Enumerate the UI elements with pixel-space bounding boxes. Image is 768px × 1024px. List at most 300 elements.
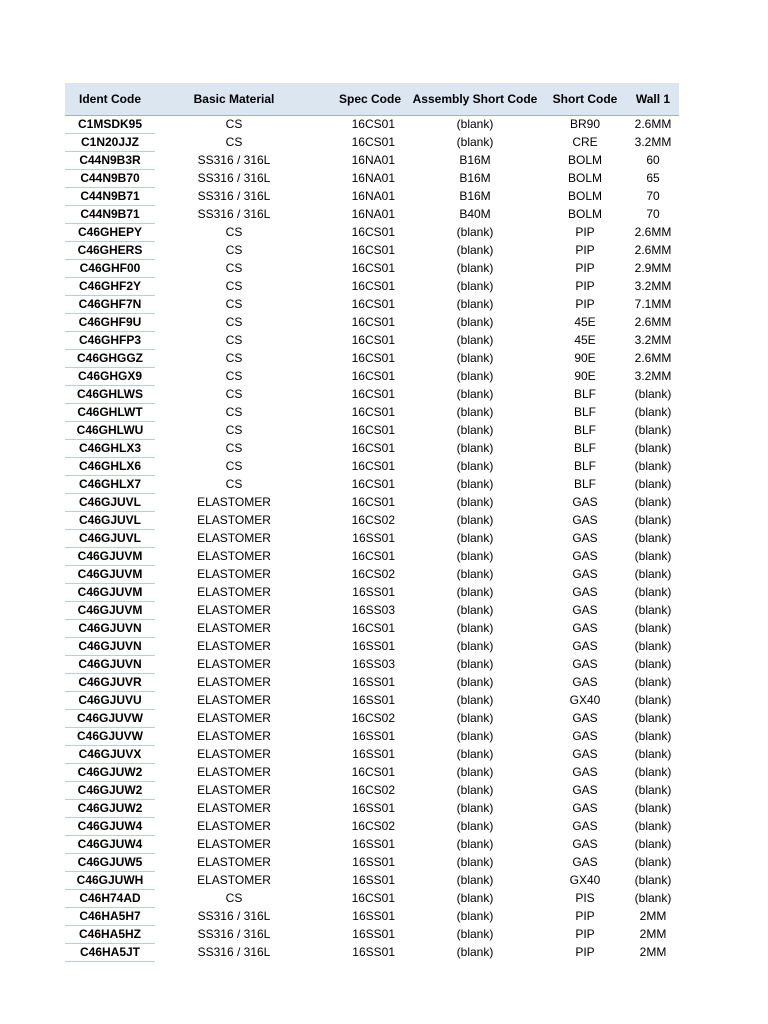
wall-1-cell[interactable]: (blank) <box>634 746 672 761</box>
wall-1-cell[interactable]: (blank) <box>634 548 672 563</box>
spec-code-cell[interactable]: 16NA01 <box>351 206 395 221</box>
short-code-cell[interactable]: GAS <box>572 566 598 581</box>
ident-code-cell[interactable]: C46GJUVU <box>65 691 155 709</box>
spec-code-cell[interactable]: 16CS01 <box>351 278 395 293</box>
assembly-short-code-cell[interactable]: (blank) <box>456 296 494 311</box>
ident-code-cell[interactable]: C46GHGX9 <box>65 367 155 385</box>
wall-1-cell[interactable]: (blank) <box>634 890 672 905</box>
wall-1-cell[interactable]: (blank) <box>634 584 672 599</box>
column-header-wall-1[interactable]: Wall 1 <box>627 83 679 115</box>
basic-material-cell[interactable]: ELASTOMER <box>197 602 271 617</box>
wall-1-cell[interactable]: (blank) <box>634 512 672 527</box>
short-code-cell[interactable]: GAS <box>572 530 598 545</box>
basic-material-cell[interactable]: CS <box>225 890 243 905</box>
short-code-cell[interactable]: PIP <box>575 944 595 959</box>
ident-code-cell[interactable]: C46GHLWU <box>65 421 155 439</box>
ident-code-cell[interactable]: C46HA5H7 <box>65 907 155 925</box>
wall-1-cell[interactable]: (blank) <box>634 818 672 833</box>
spec-code-cell[interactable]: 16SS01 <box>352 692 395 707</box>
spec-code-cell[interactable]: 16SS01 <box>352 836 395 851</box>
spec-code-cell[interactable]: 16NA01 <box>351 188 395 203</box>
spec-code-cell[interactable]: 16CS01 <box>351 620 395 635</box>
short-code-cell[interactable]: PIP <box>575 224 595 239</box>
assembly-short-code-cell[interactable]: (blank) <box>456 926 494 941</box>
basic-material-cell[interactable]: SS316 / 316L <box>197 152 271 167</box>
ident-code-cell[interactable]: C46GJUVM <box>65 583 155 601</box>
assembly-short-code-cell[interactable]: (blank) <box>456 224 494 239</box>
wall-1-cell[interactable]: (blank) <box>634 620 672 635</box>
short-code-cell[interactable]: PIS <box>575 890 595 905</box>
table-row <box>65 673 679 691</box>
assembly-short-code-cell[interactable]: (blank) <box>456 944 494 959</box>
assembly-short-code-cell[interactable]: (blank) <box>456 782 494 797</box>
spec-code-cell[interactable]: 16CS01 <box>351 548 395 563</box>
ident-code-cell[interactable]: C46GJUVW <box>65 709 155 727</box>
assembly-short-code-cell[interactable]: (blank) <box>456 890 494 905</box>
column-header-spec-code[interactable]: Spec Code <box>313 83 407 115</box>
basic-material-cell[interactable]: ELASTOMER <box>197 836 271 851</box>
column-header-ident-code[interactable]: Ident Code <box>65 83 155 115</box>
spec-code-cell[interactable]: 16CS02 <box>351 566 395 581</box>
basic-material-cell[interactable]: ELASTOMER <box>197 872 271 887</box>
spec-code-cell[interactable]: 16SS01 <box>352 638 395 653</box>
short-code-cell[interactable]: GAS <box>572 656 598 671</box>
assembly-short-code-cell[interactable]: (blank) <box>456 314 494 329</box>
spec-code-cell[interactable]: 16CS01 <box>351 422 395 437</box>
basic-material-cell[interactable]: ELASTOMER <box>197 710 271 725</box>
short-code-cell[interactable]: PIP <box>575 260 595 275</box>
basic-material-cell[interactable]: CS <box>225 116 243 131</box>
short-code-cell[interactable]: CRE <box>572 134 598 149</box>
wall-1-cell[interactable]: 3.2MM <box>634 368 672 383</box>
wall-1-cell[interactable]: (blank) <box>634 422 672 437</box>
wall-1-cell[interactable]: (blank) <box>634 602 672 617</box>
assembly-short-code-cell[interactable]: (blank) <box>456 872 494 887</box>
wall-1-cell[interactable]: (blank) <box>634 800 672 815</box>
basic-material-cell[interactable]: CS <box>225 368 243 383</box>
assembly-short-code-cell[interactable]: (blank) <box>456 584 494 599</box>
spec-code-cell[interactable]: 16CS02 <box>351 512 395 527</box>
assembly-short-code-cell[interactable]: (blank) <box>456 242 494 257</box>
basic-material-cell[interactable]: ELASTOMER <box>197 764 271 779</box>
assembly-short-code-cell[interactable]: (blank) <box>456 620 494 635</box>
assembly-short-code-cell[interactable]: (blank) <box>456 278 494 293</box>
table-row <box>65 367 679 385</box>
spec-code-cell[interactable]: 16NA01 <box>351 170 395 185</box>
short-code-cell[interactable]: PIP <box>575 908 595 923</box>
assembly-short-code-cell[interactable]: (blank) <box>456 656 494 671</box>
assembly-short-code-cell[interactable]: (blank) <box>456 800 494 815</box>
assembly-short-code-cell[interactable]: (blank) <box>456 818 494 833</box>
short-code-cell[interactable]: BOLM <box>567 188 602 203</box>
short-code-cell[interactable]: PIP <box>575 926 595 941</box>
wall-1-cell[interactable]: (blank) <box>634 386 672 401</box>
assembly-short-code-cell[interactable]: B40M <box>459 206 491 221</box>
spec-code-cell[interactable]: 16CS01 <box>351 332 395 347</box>
assembly-short-code-cell[interactable]: (blank) <box>456 692 494 707</box>
table-header <box>65 83 679 115</box>
assembly-short-code-cell[interactable]: (blank) <box>456 134 494 149</box>
wall-1-cell[interactable]: (blank) <box>634 638 672 653</box>
basic-material-cell[interactable]: SS316 / 316L <box>197 170 271 185</box>
short-code-cell[interactable]: GAS <box>572 728 598 743</box>
spec-code-cell[interactable]: 16CS01 <box>351 260 395 275</box>
assembly-short-code-cell[interactable]: (blank) <box>456 440 494 455</box>
short-code-cell[interactable]: GX40 <box>569 872 601 887</box>
spec-code-cell[interactable]: 16CS01 <box>351 764 395 779</box>
short-code-cell[interactable]: GAS <box>572 494 598 509</box>
wall-1-cell[interactable]: 65 <box>646 170 660 185</box>
spec-code-cell[interactable]: 16CS01 <box>351 314 395 329</box>
ident-code-cell[interactable]: C46GJUWH <box>65 871 155 889</box>
basic-material-cell[interactable]: CS <box>225 458 243 473</box>
ident-code-cell[interactable]: C46GJUVN <box>65 655 155 673</box>
basic-material-cell[interactable]: CS <box>225 224 243 239</box>
wall-1-cell[interactable]: 2MM <box>639 908 667 923</box>
short-code-cell[interactable]: GAS <box>572 836 598 851</box>
spec-code-cell[interactable]: 16CS01 <box>351 116 395 131</box>
basic-material-cell[interactable]: CS <box>225 440 243 455</box>
assembly-short-code-cell[interactable]: (blank) <box>456 548 494 563</box>
basic-material-cell[interactable]: CS <box>225 350 243 365</box>
assembly-short-code-cell[interactable]: (blank) <box>456 422 494 437</box>
wall-1-cell[interactable]: (blank) <box>634 404 672 419</box>
ident-code-cell[interactable]: C46GHF9U <box>65 313 155 331</box>
ident-code-cell[interactable]: C46GHF00 <box>65 259 155 277</box>
wall-1-cell[interactable]: 70 <box>646 206 660 221</box>
ident-code-cell[interactable]: C46GHGGZ <box>65 349 155 367</box>
short-code-cell[interactable]: GAS <box>572 782 598 797</box>
spec-code-cell[interactable]: 16CS01 <box>351 494 395 509</box>
ident-code-cell[interactable]: C46GJUW4 <box>65 835 155 853</box>
basic-material-cell[interactable]: ELASTOMER <box>197 638 271 653</box>
basic-material-cell[interactable]: ELASTOMER <box>197 818 271 833</box>
ident-code-cell[interactable]: C46GJUVM <box>65 601 155 619</box>
wall-1-cell[interactable]: 2.6MM <box>634 314 672 329</box>
assembly-short-code-cell[interactable]: (blank) <box>456 116 494 131</box>
wall-1-cell[interactable]: (blank) <box>634 566 672 581</box>
spec-code-cell[interactable]: 16CS01 <box>351 440 395 455</box>
short-code-cell[interactable]: GAS <box>572 584 598 599</box>
spec-code-cell[interactable]: 16SS03 <box>352 602 395 617</box>
short-code-cell[interactable]: BLF <box>573 386 596 401</box>
table-row <box>65 151 679 169</box>
wall-1-cell[interactable]: (blank) <box>634 656 672 671</box>
assembly-short-code-cell[interactable]: B16M <box>459 152 491 167</box>
basic-material-cell[interactable]: CS <box>225 386 243 401</box>
ident-code-cell[interactable]: C46GJUW2 <box>65 781 155 799</box>
ident-code-cell[interactable]: C46H74AD <box>65 889 155 907</box>
column-header-short-code[interactable]: Short Code <box>543 83 627 115</box>
wall-1-cell[interactable]: 2MM <box>639 944 667 959</box>
ident-code-cell[interactable]: C46GJUVR <box>65 673 155 691</box>
assembly-short-code-cell[interactable]: B16M <box>459 170 491 185</box>
assembly-short-code-cell[interactable]: (blank) <box>456 260 494 275</box>
wall-1-cell[interactable]: 60 <box>646 152 660 167</box>
spec-code-cell[interactable]: 16CS01 <box>351 890 395 905</box>
ident-code-cell[interactable]: C46HA5JT <box>65 943 155 961</box>
basic-material-cell[interactable]: CS <box>225 476 243 491</box>
table-row <box>65 223 679 241</box>
short-code-cell[interactable]: 45E <box>574 314 596 329</box>
short-code-cell[interactable]: 90E <box>574 350 596 365</box>
basic-material-cell[interactable]: ELASTOMER <box>197 800 271 815</box>
wall-1-cell[interactable]: 7.1MM <box>634 296 672 311</box>
wall-1-cell[interactable]: (blank) <box>634 854 672 869</box>
assembly-short-code-cell[interactable]: B16M <box>459 188 491 203</box>
basic-material-cell[interactable]: ELASTOMER <box>197 548 271 563</box>
short-code-cell[interactable]: BLF <box>573 422 596 437</box>
wall-1-cell[interactable]: (blank) <box>634 476 672 491</box>
short-code-cell[interactable]: PIP <box>575 296 595 311</box>
table-row <box>65 457 679 475</box>
spec-code-cell[interactable]: 16SS01 <box>352 674 395 689</box>
wall-1-cell[interactable]: 2.6MM <box>634 242 672 257</box>
ident-code-cell[interactable]: C1MSDK95 <box>65 115 155 133</box>
short-code-cell[interactable]: GAS <box>572 620 598 635</box>
wall-1-cell[interactable]: 2.9MM <box>634 260 672 275</box>
ident-code-cell[interactable]: C46GHLX7 <box>65 475 155 493</box>
assembly-short-code-cell[interactable]: (blank) <box>456 404 494 419</box>
short-code-cell[interactable]: BLF <box>573 404 596 419</box>
ident-code-cell[interactable]: C46GHF2Y <box>65 277 155 295</box>
spec-code-cell[interactable]: 16SS01 <box>352 908 395 923</box>
assembly-short-code-cell[interactable]: (blank) <box>456 908 494 923</box>
spec-code-cell[interactable]: 16CS02 <box>351 710 395 725</box>
short-code-cell[interactable]: 45E <box>574 332 596 347</box>
spec-code-cell[interactable]: 16SS01 <box>352 872 395 887</box>
basic-material-cell[interactable]: ELASTOMER <box>197 494 271 509</box>
assembly-short-code-cell[interactable]: (blank) <box>456 476 494 491</box>
ident-code-cell[interactable]: C46GHLX3 <box>65 439 155 457</box>
wall-1-cell[interactable]: (blank) <box>634 836 672 851</box>
short-code-cell[interactable]: GAS <box>572 800 598 815</box>
basic-material-cell[interactable]: ELASTOMER <box>197 728 271 743</box>
ident-code-cell[interactable]: C46GHEPY <box>65 223 155 241</box>
short-code-cell[interactable]: GAS <box>572 512 598 527</box>
wall-1-cell[interactable]: (blank) <box>634 458 672 473</box>
short-code-cell[interactable]: GAS <box>572 854 598 869</box>
basic-material-cell[interactable]: CS <box>225 260 243 275</box>
ident-code-cell[interactable]: C46GHLWS <box>65 385 155 403</box>
ident-code-cell[interactable]: C46GJUW4 <box>65 817 155 835</box>
basic-material-cell[interactable]: SS316 / 316L <box>197 908 271 923</box>
wall-1-cell[interactable]: (blank) <box>634 494 672 509</box>
wall-1-cell[interactable]: 3.2MM <box>634 278 672 293</box>
ident-code-cell[interactable]: C44N9B71 <box>65 187 155 205</box>
spec-code-cell[interactable]: 16CS01 <box>351 368 395 383</box>
basic-material-cell[interactable]: ELASTOMER <box>197 530 271 545</box>
wall-1-cell[interactable]: 3.2MM <box>634 134 672 149</box>
basic-material-cell[interactable]: SS316 / 316L <box>197 944 271 959</box>
assembly-short-code-cell[interactable]: (blank) <box>456 638 494 653</box>
spec-code-cell[interactable]: 16CS01 <box>351 242 395 257</box>
ident-code-cell[interactable]: C46GJUW2 <box>65 763 155 781</box>
short-code-cell[interactable]: PIP <box>575 242 595 257</box>
short-code-cell[interactable]: 90E <box>574 368 596 383</box>
wall-1-cell[interactable]: 3.2MM <box>634 332 672 347</box>
table-row <box>65 205 679 223</box>
short-code-cell[interactable]: GAS <box>572 764 598 779</box>
spec-code-cell[interactable]: 16SS01 <box>352 584 395 599</box>
assembly-short-code-cell[interactable]: (blank) <box>456 764 494 779</box>
short-code-cell[interactable]: GX40 <box>569 692 601 707</box>
wall-1-cell[interactable]: (blank) <box>634 782 672 797</box>
basic-material-cell[interactable]: ELASTOMER <box>197 674 271 689</box>
wall-1-cell[interactable]: (blank) <box>634 674 672 689</box>
wall-1-cell[interactable]: (blank) <box>634 692 672 707</box>
basic-material-cell[interactable]: SS316 / 316L <box>197 206 271 221</box>
wall-1-cell[interactable]: (blank) <box>634 530 672 545</box>
assembly-short-code-cell[interactable]: (blank) <box>456 386 494 401</box>
spec-code-cell[interactable]: 16CS01 <box>351 458 395 473</box>
basic-material-cell[interactable]: ELASTOMER <box>197 746 271 761</box>
wall-1-cell[interactable]: (blank) <box>634 728 672 743</box>
assembly-short-code-cell[interactable]: (blank) <box>456 350 494 365</box>
wall-1-cell[interactable]: (blank) <box>634 872 672 887</box>
column-header-assembly-short-code[interactable]: Assembly Short Code <box>407 83 543 115</box>
assembly-short-code-cell[interactable]: (blank) <box>456 728 494 743</box>
basic-material-cell[interactable]: CS <box>225 278 243 293</box>
ident-code-cell[interactable]: C44N9B71 <box>65 205 155 223</box>
ident-code-cell[interactable]: C46GHERS <box>65 241 155 259</box>
wall-1-cell[interactable]: 2MM <box>639 926 667 941</box>
ident-code-cell[interactable]: C46GHF7N <box>65 295 155 313</box>
ident-code-cell[interactable]: C1N20JJZ <box>65 133 155 151</box>
assembly-short-code-cell[interactable]: (blank) <box>456 602 494 617</box>
basic-material-cell[interactable]: CS <box>225 404 243 419</box>
assembly-short-code-cell[interactable]: (blank) <box>456 836 494 851</box>
basic-material-cell[interactable]: ELASTOMER <box>197 584 271 599</box>
short-code-cell[interactable]: BOLM <box>567 170 602 185</box>
spec-code-cell[interactable]: 16CS02 <box>351 818 395 833</box>
assembly-short-code-cell[interactable]: (blank) <box>456 566 494 581</box>
ident-code-cell[interactable]: C46GJUVN <box>65 637 155 655</box>
basic-material-cell[interactable]: ELASTOMER <box>197 566 271 581</box>
basic-material-cell[interactable]: CS <box>225 332 243 347</box>
ident-code-cell[interactable]: C46GJUVM <box>65 565 155 583</box>
assembly-short-code-cell[interactable]: (blank) <box>456 710 494 725</box>
wall-1-cell[interactable]: 70 <box>646 188 660 203</box>
ident-code-cell[interactable]: C46GJUVL <box>65 529 155 547</box>
ident-code-cell[interactable]: C46GJUVL <box>65 511 155 529</box>
short-code-cell[interactable]: GAS <box>572 548 598 563</box>
ident-code-cell[interactable]: C44N9B3R <box>65 151 155 169</box>
spec-code-cell[interactable]: 16SS03 <box>352 656 395 671</box>
spec-code-cell[interactable]: 16CS01 <box>351 350 395 365</box>
basic-material-cell[interactable]: ELASTOMER <box>197 512 271 527</box>
spec-code-cell[interactable]: 16CS02 <box>351 782 395 797</box>
wall-1-cell[interactable]: (blank) <box>634 440 672 455</box>
table-row <box>65 493 679 511</box>
table-row <box>65 601 679 619</box>
column-header-basic-material[interactable]: Basic Material <box>155 83 313 115</box>
short-code-cell[interactable]: BOLM <box>567 152 602 167</box>
ident-code-cell[interactable]: C46GJUVM <box>65 547 155 565</box>
assembly-short-code-cell[interactable]: (blank) <box>456 674 494 689</box>
ident-code-cell[interactable]: C46GHLX6 <box>65 457 155 475</box>
short-code-cell[interactable]: PIP <box>575 278 595 293</box>
basic-material-cell[interactable]: ELASTOMER <box>197 656 271 671</box>
assembly-short-code-cell[interactable]: (blank) <box>456 458 494 473</box>
ident-code-cell[interactable]: C46GHFP3 <box>65 331 155 349</box>
spec-code-cell[interactable]: 16CS01 <box>351 386 395 401</box>
basic-material-cell[interactable]: SS316 / 316L <box>197 188 271 203</box>
assembly-short-code-cell[interactable]: (blank) <box>456 368 494 383</box>
basic-material-cell[interactable]: ELASTOMER <box>197 620 271 635</box>
short-code-cell[interactable]: GAS <box>572 602 598 617</box>
basic-material-cell[interactable]: SS316 / 316L <box>197 926 271 941</box>
assembly-short-code-cell[interactable]: (blank) <box>456 332 494 347</box>
short-code-cell[interactable]: GAS <box>572 638 598 653</box>
wall-1-cell[interactable]: 2.6MM <box>634 224 672 239</box>
short-code-cell[interactable]: BLF <box>573 458 596 473</box>
spec-code-cell[interactable]: 16SS01 <box>352 800 395 815</box>
short-code-cell[interactable]: GAS <box>572 818 598 833</box>
short-code-cell[interactable]: BLF <box>573 476 596 491</box>
table-row <box>65 313 679 331</box>
ident-code-cell[interactable]: C46GJUW5 <box>65 853 155 871</box>
assembly-short-code-cell[interactable]: (blank) <box>456 512 494 527</box>
assembly-short-code-cell[interactable]: (blank) <box>456 746 494 761</box>
spec-code-cell[interactable]: 16SS01 <box>352 926 395 941</box>
short-code-cell[interactable]: BOLM <box>567 206 602 221</box>
basic-material-cell[interactable]: ELASTOMER <box>197 782 271 797</box>
ident-code-cell[interactable]: C46GJUW2 <box>65 799 155 817</box>
basic-material-cell[interactable]: ELASTOMER <box>197 854 271 869</box>
spec-code-cell[interactable]: 16CS01 <box>351 296 395 311</box>
short-code-cell[interactable]: GAS <box>572 746 598 761</box>
short-code-cell[interactable]: GAS <box>572 710 598 725</box>
short-code-cell[interactable]: BLF <box>573 440 596 455</box>
assembly-short-code-cell[interactable]: (blank) <box>456 494 494 509</box>
wall-1-cell[interactable]: (blank) <box>634 764 672 779</box>
ident-code-cell[interactable]: C44N9B70 <box>65 169 155 187</box>
wall-1-cell[interactable]: 2.6MM <box>634 116 672 131</box>
basic-material-cell[interactable]: CS <box>225 296 243 311</box>
ident-code-cell[interactable]: C46GJUVW <box>65 727 155 745</box>
basic-material-cell[interactable]: ELASTOMER <box>197 692 271 707</box>
spec-code-cell[interactable]: 16SS01 <box>352 944 395 959</box>
table-row <box>65 871 679 889</box>
basic-material-cell[interactable]: CS <box>225 134 243 149</box>
spec-code-cell[interactable]: 16CS01 <box>351 224 395 239</box>
spec-code-cell[interactable]: 16CS01 <box>351 476 395 491</box>
basic-material-cell[interactable]: CS <box>225 242 243 257</box>
assembly-short-code-cell[interactable]: (blank) <box>456 854 494 869</box>
wall-1-cell[interactable]: 2.6MM <box>634 350 672 365</box>
spec-code-cell[interactable]: 16SS01 <box>352 854 395 869</box>
spec-code-cell[interactable]: 16CS01 <box>351 404 395 419</box>
wall-1-cell[interactable]: (blank) <box>634 710 672 725</box>
spec-code-cell[interactable]: 16CS01 <box>351 134 395 149</box>
ident-code-cell[interactable]: C46GJUVL <box>65 493 155 511</box>
spec-code-cell[interactable]: 16NA01 <box>351 152 395 167</box>
basic-material-cell[interactable]: CS <box>225 314 243 329</box>
spec-code-cell[interactable]: 16SS01 <box>352 728 395 743</box>
spec-code-cell[interactable]: 16SS01 <box>352 746 395 761</box>
spec-code-cell[interactable]: 16SS01 <box>352 530 395 545</box>
ident-code-cell[interactable]: C46GJUVN <box>65 619 155 637</box>
ident-code-cell[interactable]: C46GJUVX <box>65 745 155 763</box>
short-code-cell[interactable]: GAS <box>572 674 598 689</box>
assembly-short-code-cell[interactable]: (blank) <box>456 530 494 545</box>
short-code-cell[interactable]: BR90 <box>569 116 601 131</box>
table-row <box>65 763 679 781</box>
ident-code-cell[interactable]: C46HA5HZ <box>65 925 155 943</box>
ident-code-cell[interactable]: C46GHLWT <box>65 403 155 421</box>
basic-material-cell[interactable]: CS <box>225 422 243 437</box>
